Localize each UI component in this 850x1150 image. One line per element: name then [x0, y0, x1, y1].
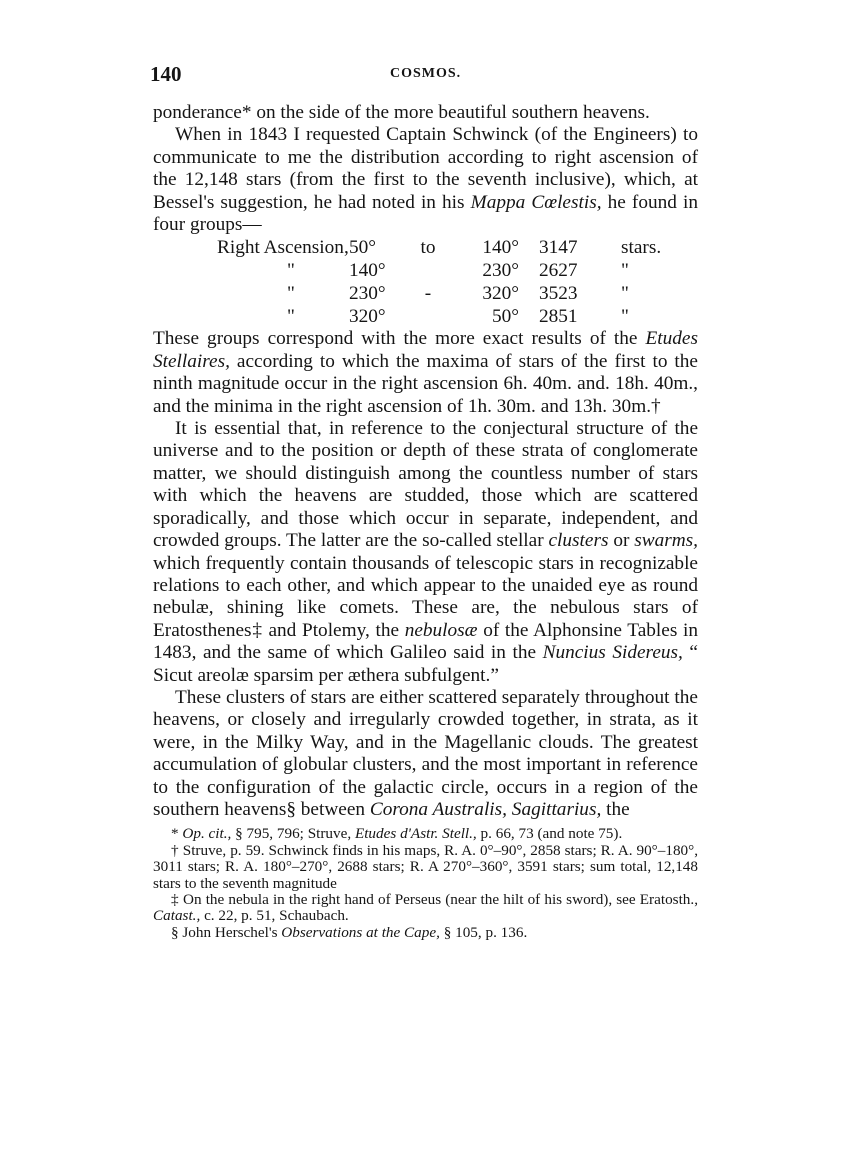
- footnotes: [153, 826, 698, 941]
- paragraph-4-text-c: which frequently contain thousands of telescopic stars in recognizable relations to each other, and which appear to the unaided eye as round nebulæ, shining like comets. These are, the nebulous stars of Eratosthenes‡ and Ptolemy, the: [153, 552, 698, 641]
- paragraph-4-italic-1: clusters: [548, 530, 609, 552]
- footnote-3: [153, 892, 698, 925]
- paragraph-4-italic-2: swarms,: [634, 530, 698, 552]
- body-text: [153, 102, 698, 821]
- table-unit: ": [621, 306, 629, 328]
- table-count: 3147: [539, 237, 578, 259]
- footnote-1-text-b: § 795, 796; Struve,: [231, 825, 355, 843]
- table-row: [217, 259, 661, 282]
- footnote-1-text-c: p. 66, 73 (and note 75).: [476, 825, 623, 843]
- table-unit: ": [621, 283, 629, 305]
- table-row: [217, 236, 661, 259]
- table-from: 50°: [349, 237, 376, 259]
- table-ditto: ": [287, 260, 295, 282]
- book-page: [150, 62, 699, 941]
- footnote-1-italic-1: Op. cit.,: [182, 825, 232, 843]
- paragraph-5-text-a: These clusters of stars are either scattered separately throughout the heavens, or closely and irregularly crowded together, in strata, as it were, in the Milky Way, and in the Magellanic clouds. The greatest accumulation of globular clusters, and the most important in reference to the configuration of the galactic circle, occurs in a region of the southern heavens§ between: [153, 686, 698, 820]
- footnote-2-text: † Struve, p. 59. Schwinck finds in his maps, R. A. 0°–90°, 2858 stars; R. A. 90°–180°, 3011 stars; R. A. 180°–270°, 2688 stars; R. A 270°–360°, 3591 stars; sum total, 12,148 stars to the seventh magnitude: [153, 841, 698, 892]
- table-to-word: -: [424, 283, 432, 305]
- table-to: 320°: [482, 283, 519, 305]
- paragraph-4: [153, 418, 698, 687]
- footnote-1-italic-2: Etudes d'Astr. Stell.,: [354, 825, 477, 843]
- footnote-3-text-a: ‡ On the nebula in the right hand of Perseus (near the hilt of his sword), see Eratosth.,: [171, 891, 698, 908]
- paragraph-4-text-d: of the Alphonsine Tables in 1483, and the same of which Galileo said in the: [153, 619, 698, 664]
- paragraph-2-italic: Mappa Cœlestis,: [470, 191, 602, 213]
- paragraph-5: [153, 687, 698, 821]
- table-from: 230°: [349, 283, 386, 305]
- footnote-1-mark: *: [171, 825, 183, 843]
- table-to-word: to: [420, 237, 436, 259]
- table-to: 230°: [482, 260, 519, 282]
- paragraph-3-text-a: These groups correspond with the more exact results of the: [153, 328, 646, 350]
- table-count: 2851: [539, 306, 578, 328]
- footnote-4-italic: Observations at the Cape,: [281, 923, 440, 941]
- paragraph-1-text: ponderance* on the side of the more beautiful southern heavens.: [153, 102, 650, 123]
- paragraph-2: [153, 124, 698, 236]
- table-label: Right Ascension,: [217, 237, 349, 259]
- paragraph-2-text-a: When in 1843 I requested Captain Schwinck (of the Engineers) to communicate to me the distribution according to right ascension of the 12,148 stars (from the first to the seventh inclusive), which, at Bessel's suggestion, he had noted in his: [153, 124, 698, 213]
- paragraph-4-italic-4: Nuncius Sidereus,: [542, 642, 683, 664]
- page-header: [150, 62, 698, 92]
- table-row: [217, 282, 661, 305]
- footnote-2: [153, 843, 698, 892]
- table-unit: ": [621, 260, 629, 282]
- paragraph-4-text-a: It is essential that, in reference to the conjectural structure of the universe and to the position or depth of these strata of conglomerate matter, we should distinguish among the countless number of stars with which the heavens are studded, those which are scattered sporadically, and those which occur in separate, independent, and crowded groups. The latter are the so-called stellar: [153, 418, 698, 552]
- table-to-word: [407, 259, 449, 282]
- paragraph-1: [153, 102, 698, 124]
- table-count: 2627: [539, 260, 578, 282]
- footnote-4-text-a: § John Herschel's: [171, 923, 282, 941]
- table-to: 50°: [492, 306, 519, 328]
- right-ascension-table: [217, 236, 661, 328]
- table-ditto: ": [287, 306, 295, 328]
- table-count: 3523: [539, 283, 578, 305]
- running-head: COSMOS.: [390, 66, 462, 81]
- paragraph-4-italic-3: nebulosæ: [404, 619, 478, 641]
- table-to-word: [407, 305, 449, 328]
- paragraph-3-text-b: according to which the maxima of stars of the first to the ninth magnitude occur in the right ascension 6h. 40m. and. 18h. 40m., and the minima in the right ascension of 1h. 30m. and 13h. 30m.†: [153, 350, 698, 417]
- table-row: [217, 305, 661, 328]
- paragraph-5-text-b: the: [601, 798, 630, 820]
- paragraph-2-text-b: he found in four groups—: [153, 191, 699, 236]
- table-from: 140°: [349, 260, 386, 282]
- paragraph-5-italic: Corona Australis, Sagittarius,: [369, 798, 602, 820]
- page-number: 140: [150, 62, 182, 86]
- paragraph-4-text-b: or: [608, 530, 635, 552]
- table-unit: stars.: [621, 237, 662, 259]
- paragraph-3-italic: Etudes Stellaires,: [153, 328, 698, 372]
- paragraph-4-text-e: “ Sicut areolæ sparsim per æthera subfulgent.”: [153, 642, 698, 686]
- table-to: 140°: [482, 237, 519, 259]
- footnote-4: [153, 925, 698, 941]
- footnote-3-italic: Catast.,: [153, 907, 201, 925]
- paragraph-3: [153, 328, 698, 418]
- footnote-3-text-b: c. 22, p. 51, Schaubach.: [200, 907, 349, 925]
- table-from: 320°: [349, 306, 386, 328]
- footnote-1: [153, 826, 698, 842]
- footnote-4-text-b: § 105, p. 136.: [439, 923, 528, 941]
- table-ditto: ": [287, 283, 295, 305]
